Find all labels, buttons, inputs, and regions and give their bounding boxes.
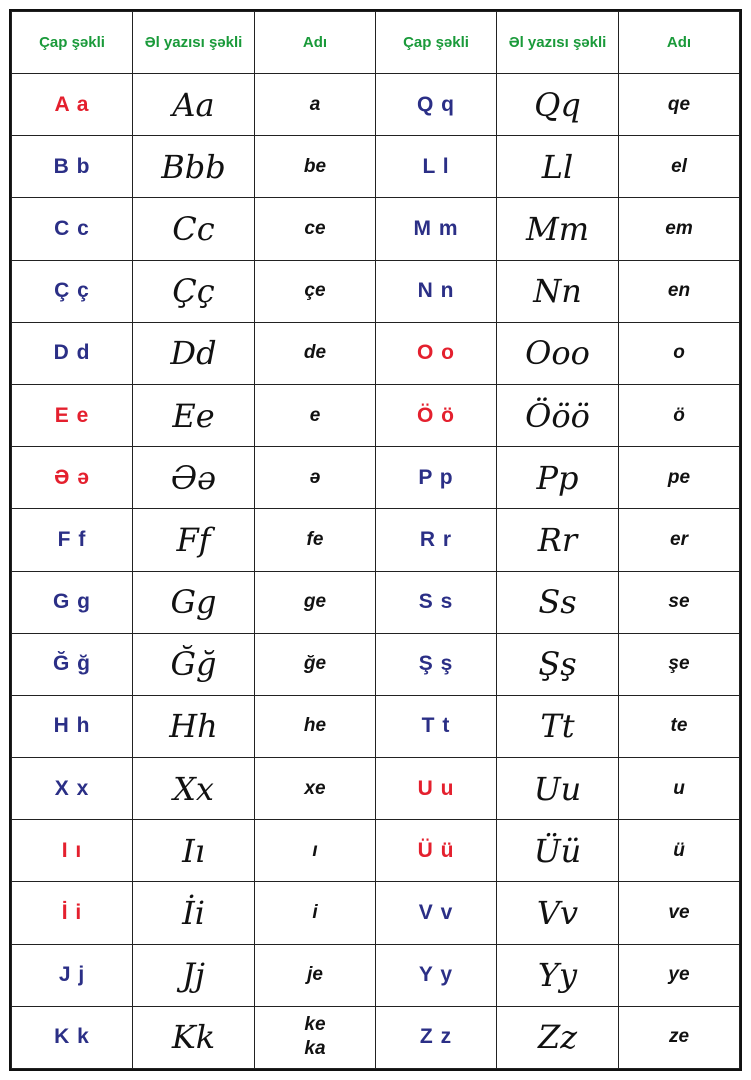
table-row bbox=[12, 882, 740, 944]
letter-name-left: je bbox=[255, 944, 376, 1006]
table-row bbox=[12, 571, 740, 633]
handwritten-letter-left: Bbb bbox=[133, 136, 255, 198]
handwritten-letter-right: Şş bbox=[497, 633, 619, 695]
table-row bbox=[12, 633, 740, 695]
header-hand-right: Əl yazısı şəkli bbox=[497, 12, 619, 74]
letter-name-left: xe bbox=[255, 758, 376, 820]
letter-name-right: u bbox=[619, 758, 740, 820]
printed-letter-left: B b bbox=[12, 136, 133, 198]
printed-letter-left: G g bbox=[12, 571, 133, 633]
header-name-right: Adı bbox=[619, 12, 740, 74]
printed-letter-left: D d bbox=[12, 322, 133, 384]
handwritten-letter-right: Ll bbox=[497, 136, 619, 198]
letter-name-left: ı bbox=[255, 820, 376, 882]
printed-letter-right: S s bbox=[376, 571, 497, 633]
handwritten-letter-left: Aa bbox=[133, 74, 255, 136]
printed-letter-right: Ö ö bbox=[376, 384, 497, 446]
header-print-right: Çap şəkli bbox=[376, 12, 497, 74]
letter-name-left: a bbox=[255, 74, 376, 136]
printed-letter-left: İ i bbox=[12, 882, 133, 944]
handwritten-letter-left: İi bbox=[133, 882, 255, 944]
handwritten-letter-left: Çç bbox=[133, 260, 255, 322]
handwritten-letter-left: Iı bbox=[133, 820, 255, 882]
handwritten-letter-right: Ss bbox=[497, 571, 619, 633]
handwritten-letter-right: Ooo bbox=[497, 322, 619, 384]
letter-name-right: em bbox=[619, 198, 740, 260]
handwritten-letter-left: Jj bbox=[133, 944, 255, 1006]
letter-name-right: se bbox=[619, 571, 740, 633]
printed-letter-left: Ə ə bbox=[12, 447, 133, 509]
handwritten-letter-right: Qq bbox=[497, 74, 619, 136]
letter-name-left: ğe bbox=[255, 633, 376, 695]
handwritten-letter-right: Üü bbox=[497, 820, 619, 882]
table-row bbox=[12, 758, 740, 820]
handwritten-letter-left: Xx bbox=[133, 758, 255, 820]
handwritten-letter-left: Gg bbox=[133, 571, 255, 633]
letter-name-left: çe bbox=[255, 260, 376, 322]
letter-name-right: ye bbox=[619, 944, 740, 1006]
letter-name-left: de bbox=[255, 322, 376, 384]
printed-letter-right: Ü ü bbox=[376, 820, 497, 882]
handwritten-letter-right: Pp bbox=[497, 447, 619, 509]
letter-name-left: fe bbox=[255, 509, 376, 571]
printed-letter-left: J j bbox=[12, 944, 133, 1006]
printed-letter-left: E e bbox=[12, 384, 133, 446]
table-row bbox=[12, 820, 740, 882]
printed-letter-left: X x bbox=[12, 758, 133, 820]
printed-letter-right: M m bbox=[376, 198, 497, 260]
handwritten-letter-left: Ff bbox=[133, 509, 255, 571]
letter-name-right: ö bbox=[619, 384, 740, 446]
printed-letter-right: Q q bbox=[376, 74, 497, 136]
letter-name-right: er bbox=[619, 509, 740, 571]
handwritten-letter-left: Dd bbox=[133, 322, 255, 384]
table-row bbox=[12, 509, 740, 571]
header-row bbox=[12, 12, 740, 74]
printed-letter-left: H h bbox=[12, 695, 133, 757]
handwritten-letter-right: Yy bbox=[497, 944, 619, 1006]
printed-letter-left: C c bbox=[12, 198, 133, 260]
printed-letter-right: V v bbox=[376, 882, 497, 944]
table-row bbox=[12, 384, 740, 446]
letter-name-right: ve bbox=[619, 882, 740, 944]
letter-name-right: ze bbox=[619, 1006, 740, 1068]
printed-letter-right: Ş ş bbox=[376, 633, 497, 695]
letter-name-right: qe bbox=[619, 74, 740, 136]
letter-name-left: ə bbox=[255, 447, 376, 509]
header-hand-left: Əl yazısı şəkli bbox=[133, 12, 255, 74]
table-row bbox=[12, 74, 740, 136]
handwritten-letter-left: Ğğ bbox=[133, 633, 255, 695]
printed-letter-left: Ç ç bbox=[12, 260, 133, 322]
table-row bbox=[12, 198, 740, 260]
letter-name-right: şe bbox=[619, 633, 740, 695]
printed-letter-left: A a bbox=[12, 74, 133, 136]
printed-letter-left: I ı bbox=[12, 820, 133, 882]
alphabet-table bbox=[11, 11, 740, 1069]
letter-name-left: ge bbox=[255, 571, 376, 633]
letter-name-left: ke ka bbox=[255, 1006, 376, 1068]
letter-name-right: o bbox=[619, 322, 740, 384]
handwritten-letter-right: Ööö bbox=[497, 384, 619, 446]
handwritten-letter-right: Mm bbox=[497, 198, 619, 260]
handwritten-letter-right: Rr bbox=[497, 509, 619, 571]
table-row bbox=[12, 695, 740, 757]
handwritten-letter-right: Tt bbox=[497, 695, 619, 757]
printed-letter-right: T t bbox=[376, 695, 497, 757]
handwritten-letter-left: Əə bbox=[133, 447, 255, 509]
letter-name-left: e bbox=[255, 384, 376, 446]
table-row bbox=[12, 1006, 740, 1068]
table-row bbox=[12, 322, 740, 384]
letter-name-right: ü bbox=[619, 820, 740, 882]
table-row bbox=[12, 944, 740, 1006]
letter-name-right: te bbox=[619, 695, 740, 757]
printed-letter-right: R r bbox=[376, 509, 497, 571]
letter-name-left: ce bbox=[255, 198, 376, 260]
handwritten-letter-left: Hh bbox=[133, 695, 255, 757]
table-row bbox=[12, 260, 740, 322]
letter-name-right: en bbox=[619, 260, 740, 322]
letter-name-left: he bbox=[255, 695, 376, 757]
printed-letter-right: Y y bbox=[376, 944, 497, 1006]
printed-letter-left: Ğ ğ bbox=[12, 633, 133, 695]
printed-letter-right: O o bbox=[376, 322, 497, 384]
letter-name-left: i bbox=[255, 882, 376, 944]
handwritten-letter-right: Nn bbox=[497, 260, 619, 322]
printed-letter-left: F f bbox=[12, 509, 133, 571]
handwritten-letter-right: Zz bbox=[497, 1006, 619, 1068]
printed-letter-left: K k bbox=[12, 1006, 133, 1068]
handwritten-letter-left: Cc bbox=[133, 198, 255, 260]
printed-letter-right: N n bbox=[376, 260, 497, 322]
printed-letter-right: L l bbox=[376, 136, 497, 198]
handwritten-letter-right: Vv bbox=[497, 882, 619, 944]
printed-letter-right: P p bbox=[376, 447, 497, 509]
header-name-left: Adı bbox=[255, 12, 376, 74]
table-row bbox=[12, 447, 740, 509]
letter-name-right: el bbox=[619, 136, 740, 198]
handwritten-letter-left: Ee bbox=[133, 384, 255, 446]
handwritten-letter-right: Uu bbox=[497, 758, 619, 820]
letter-name-left: be bbox=[255, 136, 376, 198]
handwritten-letter-left: Kk bbox=[133, 1006, 255, 1068]
table-row bbox=[12, 136, 740, 198]
letter-name-right: pe bbox=[619, 447, 740, 509]
printed-letter-right: U u bbox=[376, 758, 497, 820]
header-print-left: Çap şəkli bbox=[12, 12, 133, 74]
printed-letter-right: Z z bbox=[376, 1006, 497, 1068]
